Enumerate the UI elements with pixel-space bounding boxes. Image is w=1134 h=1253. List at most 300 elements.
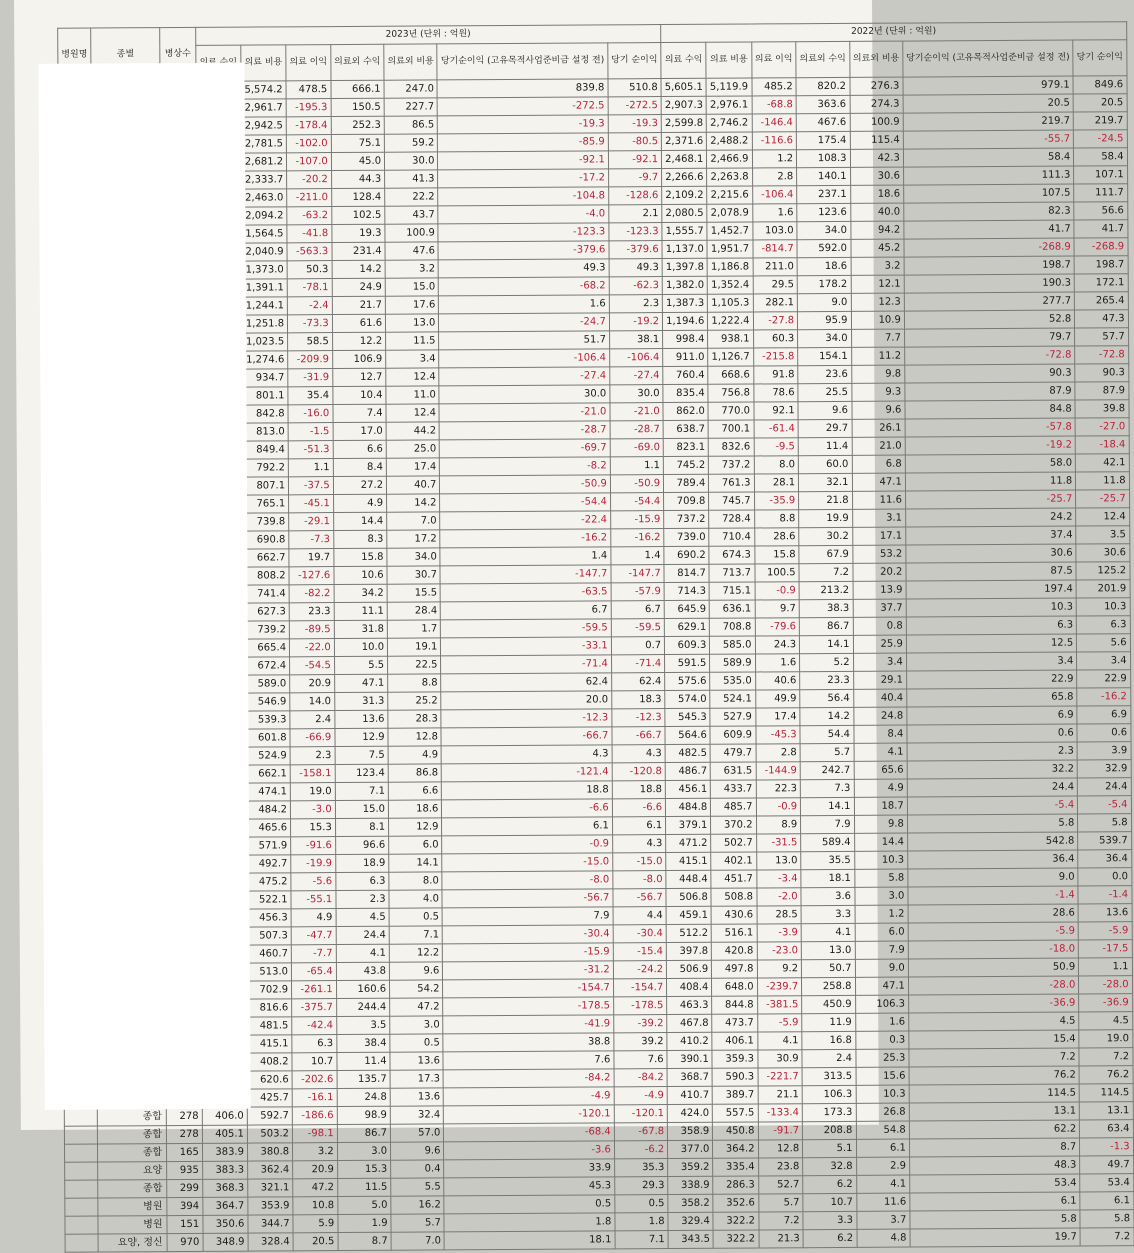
value-cell: -69.0: [610, 439, 663, 457]
value-cell: 2,942.5: [241, 117, 286, 135]
value-cell: 16.8: [802, 1031, 855, 1049]
value-cell: -39.2: [614, 1015, 667, 1033]
value-cell: 19.7: [910, 1228, 1081, 1247]
value-cell: -154.7: [443, 979, 614, 998]
value-cell: -15.9: [443, 943, 614, 962]
value-cell: 62.2: [909, 1120, 1080, 1139]
value-cell: 201.9: [1076, 580, 1129, 598]
value-cell: -55.1: [291, 891, 336, 909]
value-cell: -57.8: [905, 418, 1076, 437]
value-cell: 111.7: [1074, 184, 1127, 202]
hospital-name-cell: [65, 1234, 98, 1252]
value-cell: 29.3: [615, 1177, 668, 1195]
value-cell: 2,961.7: [241, 99, 286, 117]
value-cell: -209.9: [288, 351, 333, 369]
value-cell: -61.4: [754, 420, 799, 438]
value-cell: 3.5: [1076, 526, 1129, 544]
value-cell: 1,555.7: [662, 222, 707, 240]
value-cell: 10.9: [851, 311, 904, 329]
value-cell: 3.3: [801, 905, 854, 923]
value-cell: -17.5: [1079, 940, 1132, 958]
value-cell: 13.0: [386, 314, 439, 332]
value-cell: 589.0: [245, 675, 290, 693]
value-cell: 62.4: [441, 673, 612, 692]
value-cell: 11.0: [386, 386, 439, 404]
value-cell: 792.2: [243, 459, 288, 477]
value-cell: 16.2: [391, 1196, 444, 1214]
value-cell: 13.0: [756, 852, 801, 870]
value-cell: 6.9: [907, 706, 1078, 725]
value-cell: -104.8: [438, 187, 609, 206]
value-cell: 40.4: [853, 689, 906, 707]
value-cell: 700.1: [708, 420, 753, 438]
value-cell: 408.2: [247, 1053, 292, 1071]
value-cell: 87.5: [906, 562, 1077, 581]
value-cell: 38.1: [609, 331, 662, 349]
value-cell: 5.2: [800, 653, 853, 671]
value-cell: 1.1: [1079, 958, 1132, 976]
value-cell: -45.3: [755, 726, 800, 744]
value-cell: 31.8: [334, 620, 387, 638]
value-cell: 539.7: [1078, 832, 1131, 850]
value-cell: 40.7: [386, 476, 439, 494]
value-cell: -379.6: [438, 241, 609, 260]
value-cell: 424.0: [667, 1104, 712, 1122]
bed-count-cell: 165: [167, 1143, 203, 1161]
value-cell: 512.2: [666, 924, 711, 942]
value-cell: 322.2: [713, 1212, 758, 1230]
value-cell: -144.9: [756, 762, 801, 780]
value-cell: 14.1: [801, 797, 854, 815]
value-cell: 3.5: [336, 1016, 389, 1034]
value-cell: -36.9: [908, 994, 1079, 1013]
value-cell: -50.9: [610, 475, 663, 493]
value-cell: 17.6: [385, 296, 438, 314]
value-cell: 589.4: [801, 833, 854, 851]
value-cell: -8.0: [613, 871, 666, 889]
value-cell: 585.0: [710, 636, 755, 654]
value-cell: 7.7: [851, 329, 904, 347]
value-cell: 1,105.3: [708, 294, 753, 312]
value-cell: 60.3: [753, 330, 798, 348]
value-cell: -22.4: [440, 511, 611, 530]
value-cell: 9.0: [908, 868, 1079, 887]
value-cell: 456.3: [246, 909, 291, 927]
value-cell: -92.1: [608, 151, 661, 169]
value-cell: 13.6: [390, 1088, 443, 1106]
value-cell: 3.0: [337, 1142, 390, 1160]
value-cell: 11.2: [851, 347, 904, 365]
value-cell: 15.5: [387, 584, 440, 602]
value-cell: 770.0: [708, 402, 753, 420]
value-cell: 1.6: [752, 204, 797, 222]
value-cell: 59.2: [384, 134, 437, 152]
value-cell: 49.7: [1080, 1156, 1133, 1174]
value-cell: 575.6: [665, 672, 710, 690]
value-cell: 20.5: [293, 1233, 338, 1251]
value-cell: 383.9: [202, 1143, 247, 1161]
value-cell: 100.9: [385, 224, 438, 242]
hospital-name-cell: [65, 1198, 98, 1216]
col-2023-net-high: 당기순이익 (고유목적사업준비금 설정 전): [437, 43, 608, 80]
value-cell: 128.4: [331, 188, 384, 206]
value-cell: 2.9: [856, 1157, 909, 1175]
value-cell: 475.2: [246, 873, 291, 891]
value-cell: 502.7: [711, 834, 756, 852]
value-cell: 1,397.8: [662, 258, 707, 276]
value-cell: 34.0: [387, 548, 440, 566]
value-cell: 329.4: [668, 1212, 713, 1230]
value-cell: 739.2: [244, 621, 289, 639]
value-cell: 35.3: [614, 1159, 667, 1177]
value-cell: 408.4: [667, 978, 712, 996]
value-cell: 87.9: [1075, 382, 1128, 400]
value-cell: 11.4: [798, 437, 851, 455]
value-cell: 11.4: [337, 1052, 390, 1070]
value-cell: 4.0: [389, 890, 442, 908]
value-cell: 86.7: [337, 1124, 390, 1142]
value-cell: 11.6: [852, 491, 905, 509]
value-cell: 415.1: [666, 852, 711, 870]
bed-count-cell: 278: [166, 1125, 202, 1143]
value-cell: -67.8: [614, 1123, 667, 1141]
value-cell: 172.1: [1074, 274, 1127, 292]
value-cell: 30.0: [385, 152, 438, 170]
value-cell: 12.3: [851, 293, 904, 311]
value-cell: 3.7: [856, 1211, 909, 1229]
value-cell: -4.9: [614, 1087, 667, 1105]
value-cell: 0.4: [391, 1160, 444, 1178]
value-cell: -56.7: [442, 889, 613, 908]
value-cell: 25.9: [853, 635, 906, 653]
value-cell: 4.5: [909, 1012, 1080, 1031]
value-cell: 45.0: [331, 152, 384, 170]
value-cell: 4.1: [801, 923, 854, 941]
value-cell: 277.7: [904, 292, 1075, 311]
value-cell: 0.7: [611, 637, 664, 655]
value-cell: 5.7: [391, 1214, 444, 1232]
value-cell: 4.9: [388, 746, 441, 764]
value-cell: 62.4: [611, 673, 664, 691]
value-cell: 6.6: [333, 440, 386, 458]
value-cell: 844.8: [712, 996, 757, 1014]
value-cell: 29.1: [853, 671, 906, 689]
value-cell: -84.2: [443, 1069, 614, 1088]
value-cell: 3.2: [385, 260, 438, 278]
value-cell: 51.7: [439, 331, 610, 350]
value-cell: 911.0: [663, 348, 708, 366]
value-cell: 17.0: [333, 422, 386, 440]
value-cell: -5.6: [291, 873, 336, 891]
col-2022-noncost: 의료외 비용: [849, 41, 903, 77]
value-cell: 227.7: [384, 98, 437, 116]
value-cell: -3.9: [757, 924, 802, 942]
value-cell: -116.6: [752, 132, 797, 150]
value-cell: 321.1: [248, 1179, 293, 1197]
value-cell: 503.2: [247, 1125, 292, 1143]
value-cell: -121.4: [442, 763, 613, 782]
value-cell: 67.9: [799, 545, 852, 563]
value-cell: -30.4: [443, 925, 614, 944]
value-cell: -59.5: [441, 619, 612, 638]
value-cell: -272.5: [608, 97, 661, 115]
value-cell: -21.0: [439, 403, 610, 422]
value-cell: 34.0: [797, 221, 850, 239]
value-cell: 7.6: [614, 1051, 667, 1069]
value-cell: 24.9: [332, 278, 385, 296]
value-cell: 28.6: [754, 528, 799, 546]
value-cell: -7.7: [291, 945, 336, 963]
value-cell: -54.4: [610, 493, 663, 511]
value-cell: 10.3: [854, 851, 907, 869]
value-cell: 12.4: [386, 404, 439, 422]
value-cell: 467.6: [796, 113, 849, 131]
value-cell: -31.2: [443, 961, 614, 980]
value-cell: 448.4: [666, 870, 711, 888]
value-cell: 7.3: [800, 779, 853, 797]
value-cell: 9.0: [797, 293, 850, 311]
value-cell: 702.9: [246, 981, 291, 999]
value-cell: -3.0: [290, 801, 335, 819]
value-cell: 524.9: [245, 747, 290, 765]
value-cell: 516.1: [712, 924, 757, 942]
value-cell: 79.7: [904, 328, 1075, 347]
bed-count-cell: 299: [167, 1179, 203, 1197]
value-cell: -19.3: [608, 115, 661, 133]
value-cell: -8.2: [440, 457, 611, 476]
value-cell: 636.1: [710, 600, 755, 618]
value-cell: 22.5: [388, 656, 441, 674]
value-cell: -128.6: [608, 187, 661, 205]
value-cell: 11.9: [802, 1013, 855, 1031]
value-cell: 35.4: [288, 387, 333, 405]
value-cell: 8.7: [909, 1138, 1080, 1157]
value-cell: 338.9: [668, 1176, 713, 1194]
value-cell: -0.9: [442, 835, 613, 854]
value-cell: 5.7: [758, 1194, 803, 1212]
value-cell: 839.8: [437, 79, 608, 98]
value-cell: -68.8: [752, 96, 797, 114]
value-cell: 737.2: [709, 456, 754, 474]
value-cell: 3.1: [852, 509, 905, 527]
col-2023-noncost: 의료외 비용: [384, 44, 438, 80]
value-cell: 7.2: [1080, 1228, 1133, 1246]
redaction-box: [38, 63, 250, 1110]
value-cell: 820.2: [796, 77, 849, 95]
value-cell: 30.6: [906, 544, 1077, 563]
value-cell: 23.8: [758, 1158, 803, 1176]
value-cell: 1,352.4: [708, 276, 753, 294]
value-cell: 359.2: [668, 1158, 713, 1176]
value-cell: -55.7: [903, 130, 1074, 149]
value-cell: 211.0: [753, 258, 798, 276]
value-cell: 4.1: [854, 743, 907, 761]
value-cell: 20.9: [293, 1161, 338, 1179]
value-cell: -27.4: [439, 367, 610, 386]
value-cell: 6.2: [803, 1175, 856, 1193]
value-cell: 3.0: [854, 887, 907, 905]
value-cell: 21.1: [758, 1086, 803, 1104]
value-cell: -2.4: [287, 297, 332, 315]
value-cell: 4.1: [757, 1032, 802, 1050]
value-cell: 2,263.8: [707, 168, 752, 186]
value-cell: 2.1: [609, 205, 662, 223]
value-cell: -16.2: [1077, 688, 1130, 706]
value-cell: 15.6: [856, 1067, 909, 1085]
value-cell: 425.7: [247, 1089, 292, 1107]
value-cell: 14.2: [800, 707, 853, 725]
value-cell: 2,215.6: [707, 186, 752, 204]
value-cell: -79.6: [755, 618, 800, 636]
value-cell: -261.1: [292, 981, 337, 999]
value-cell: -47.7: [291, 927, 336, 945]
value-cell: 15.3: [337, 1160, 390, 1178]
value-cell: 18.3: [612, 691, 665, 709]
value-cell: 0.8: [853, 617, 906, 635]
value-cell: 7.4: [333, 404, 386, 422]
value-cell: -814.7: [752, 240, 797, 258]
value-cell: 601.8: [245, 729, 290, 747]
value-cell: 6.8: [852, 455, 905, 473]
value-cell: -6.6: [442, 799, 613, 818]
value-cell: 4.9: [291, 909, 336, 927]
value-cell: 591.5: [665, 654, 710, 672]
col-2023-nonrev: 의료외 수익: [331, 44, 385, 80]
value-cell: 542.8: [907, 832, 1078, 851]
hospital-name-cell: [64, 1108, 97, 1126]
value-cell: 219.7: [1073, 112, 1126, 130]
value-cell: 40.6: [755, 672, 800, 690]
value-cell: 57.7: [1075, 328, 1128, 346]
hospital-type-cell: 종합: [98, 1180, 167, 1198]
value-cell: -1.4: [908, 886, 1079, 905]
value-cell: 58.5: [288, 333, 333, 351]
value-cell: 25.2: [388, 692, 441, 710]
bed-count-cell: 151: [167, 1215, 203, 1233]
value-cell: -16.2: [611, 529, 664, 547]
value-cell: 486.7: [665, 762, 710, 780]
value-cell: 6.3: [1077, 616, 1130, 634]
value-cell: -73.3: [288, 315, 333, 333]
value-cell: 30.6: [1076, 544, 1129, 562]
value-cell: 849.6: [1073, 76, 1126, 94]
value-cell: 29.5: [753, 276, 798, 294]
col-name-header: 병원명: [58, 28, 91, 82]
value-cell: 406.1: [712, 1032, 757, 1050]
value-cell: 213.2: [799, 581, 852, 599]
value-cell: 1,137.0: [662, 240, 707, 258]
value-cell: 178.2: [797, 275, 850, 293]
hospital-type-cell: 요양, 정신: [98, 1234, 167, 1252]
value-cell: 814.7: [664, 564, 709, 582]
value-cell: 842.8: [243, 405, 288, 423]
value-cell: 63.4: [1080, 1120, 1133, 1138]
value-cell: 713.7: [709, 564, 754, 582]
value-cell: 2.4: [290, 711, 335, 729]
value-cell: -7.3: [289, 531, 334, 549]
value-cell: 50.3: [287, 261, 332, 279]
value-cell: 8.4: [853, 725, 906, 743]
value-cell: 35.5: [801, 851, 854, 869]
value-cell: 5.8: [910, 1210, 1081, 1229]
hospital-name-cell: [65, 1162, 98, 1180]
value-cell: 352.6: [713, 1194, 758, 1212]
value-cell: 506.9: [667, 960, 712, 978]
value-cell: 737.2: [664, 510, 709, 528]
value-cell: 53.4: [1080, 1174, 1133, 1192]
value-cell: 690.8: [244, 531, 289, 549]
value-cell: 49.3: [609, 259, 662, 277]
value-cell: 823.1: [663, 438, 708, 456]
value-cell: 1,382.0: [662, 276, 707, 294]
value-cell: 979.1: [903, 76, 1074, 95]
col-2022-net-high: 당기순이익 (고유목적사업준비금 설정 전): [903, 40, 1074, 77]
value-cell: 22.9: [1077, 670, 1130, 688]
hospital-type-cell: 병원: [98, 1216, 167, 1234]
value-cell: 2.8: [752, 168, 797, 186]
value-cell: 274.3: [850, 95, 903, 113]
value-cell: 18.1: [444, 1231, 615, 1250]
value-cell: 662.7: [244, 549, 289, 567]
value-cell: 11.5: [337, 1178, 390, 1196]
value-cell: 13.6: [335, 710, 388, 728]
value-cell: 557.5: [713, 1104, 758, 1122]
value-cell: 125.2: [1076, 562, 1129, 580]
value-cell: -12.3: [441, 709, 612, 728]
value-cell: 82.3: [904, 202, 1075, 221]
value-cell: 1.6: [755, 654, 800, 672]
value-cell: 22.2: [385, 188, 438, 206]
value-cell: 49.9: [755, 690, 800, 708]
value-cell: 3.0: [390, 1016, 443, 1034]
value-cell: 115.4: [850, 131, 903, 149]
value-cell: 350.6: [203, 1215, 248, 1233]
value-cell: 237.1: [797, 185, 850, 203]
value-cell: 231.4: [332, 242, 385, 260]
value-cell: 41.7: [1074, 220, 1127, 238]
value-cell: 29.7: [798, 419, 851, 437]
value-cell: 258.8: [802, 977, 855, 995]
value-cell: 106.3: [855, 995, 908, 1013]
value-cell: 40.0: [850, 203, 903, 221]
value-cell: 6.0: [855, 923, 908, 941]
value-cell: 482.5: [665, 744, 710, 762]
value-cell: 92.1: [753, 402, 798, 420]
value-cell: 668.6: [708, 366, 753, 384]
value-cell: 765.1: [243, 495, 288, 513]
value-cell: 665.4: [244, 639, 289, 657]
value-cell: 47.2: [293, 1179, 338, 1197]
value-cell: 14.2: [332, 260, 385, 278]
value-cell: 60.0: [798, 455, 851, 473]
value-cell: -379.6: [609, 241, 662, 259]
value-cell: -66.7: [441, 727, 612, 746]
value-cell: -15.9: [610, 511, 663, 529]
value-cell: 430.6: [711, 906, 756, 924]
value-cell: 12.8: [388, 728, 441, 746]
value-cell: 0.6: [907, 724, 1078, 743]
value-cell: 7.6: [443, 1051, 614, 1070]
value-cell: 478.5: [286, 81, 331, 99]
value-cell: 22.3: [756, 780, 801, 798]
value-cell: 410.2: [667, 1032, 712, 1050]
value-cell: 9.8: [854, 815, 907, 833]
value-cell: 5,574.2: [241, 81, 286, 99]
value-cell: 420.8: [712, 942, 757, 960]
value-cell: -5.9: [908, 922, 1079, 941]
value-cell: 106.3: [802, 1085, 855, 1103]
value-cell: 12.1: [851, 275, 904, 293]
